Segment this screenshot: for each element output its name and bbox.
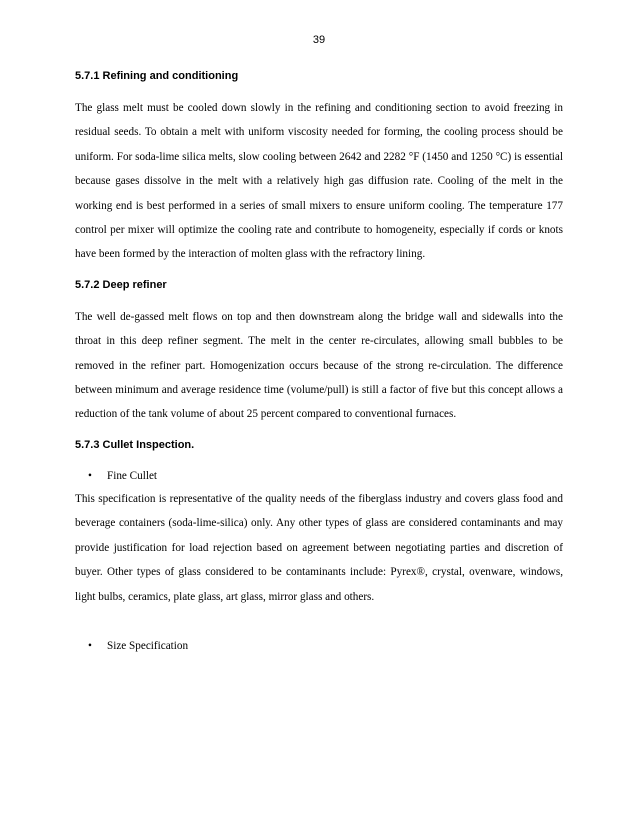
section-heading: 5.7.3 Cullet Inspection. [75, 438, 195, 451]
bullet-label: Fine Cullet [107, 469, 158, 482]
page-number: 39 [312, 34, 326, 46]
section-heading: 5.7.2 Deep refiner [75, 278, 167, 291]
section-deep-refiner [75, 275, 563, 427]
bullet-label: Size Specification [107, 639, 189, 652]
document-body [75, 60, 563, 657]
section-paragraph: The glass melt must be cooled down slowly in the refining and conditioning section to avoid freezing in residual seeds. To obtain a melt with uniform viscosity needed for forming, the cooling process should be uniform. For soda-lime silica melts, slow cooling between 2642 and 2282 °F (1450 and 1250 °C) is essential because gases dissolve in the melt with a relatively high gas diffusion rate. Cooling of the melt in the working end is best performed in a series of small mixers to ensure uniform cooling. The temperature 177 control per mixer will optimize the cooling rate and contribute to homogeneity, especially if cords or knots have been formed by the interaction of molten glass with the refractory lining. [75, 102, 563, 261]
section-cullet-inspection [75, 435, 563, 657]
section-paragraph: This specification is representative of the quality needs of the fiberglass industry and covers glass food and beverage containers (soda-lime-silica) only. Any other types of glass are considered contaminants and may provide justification for load rejection based on agreement between negotiating parties and discretion of buyer. Other types of glass considered to be contaminants include: Pyrex®, crystal, ovenware, windows, light bulbs, ceramics, plate glass, art glass, mirror glass and others. [75, 492, 563, 603]
bullet-icon: • [88, 469, 92, 482]
bullet-icon: • [88, 639, 92, 652]
bullet-item-fine-cullet [75, 465, 563, 487]
section-paragraph: The well de-gassed melt flows on top and then downstream along the bridge wall and sidewalls into the throat in this deep refiner segment. The melt in the center re-circulates, allowing small bubbles to be removed in the refiner part. Homogenization occurs because of the strong re-circulation. The difference between minimum and average residence time (volume/pull) is still a factor of five but this concept allows a reduction of the tank volume of about 25 percent compared to conventional furnaces. [75, 310, 563, 421]
bullet-item-size-specification [75, 635, 563, 657]
spacer [75, 617, 563, 635]
section-refining-conditioning [75, 66, 563, 267]
section-heading: 5.7.1 Refining and conditioning [75, 70, 239, 82]
